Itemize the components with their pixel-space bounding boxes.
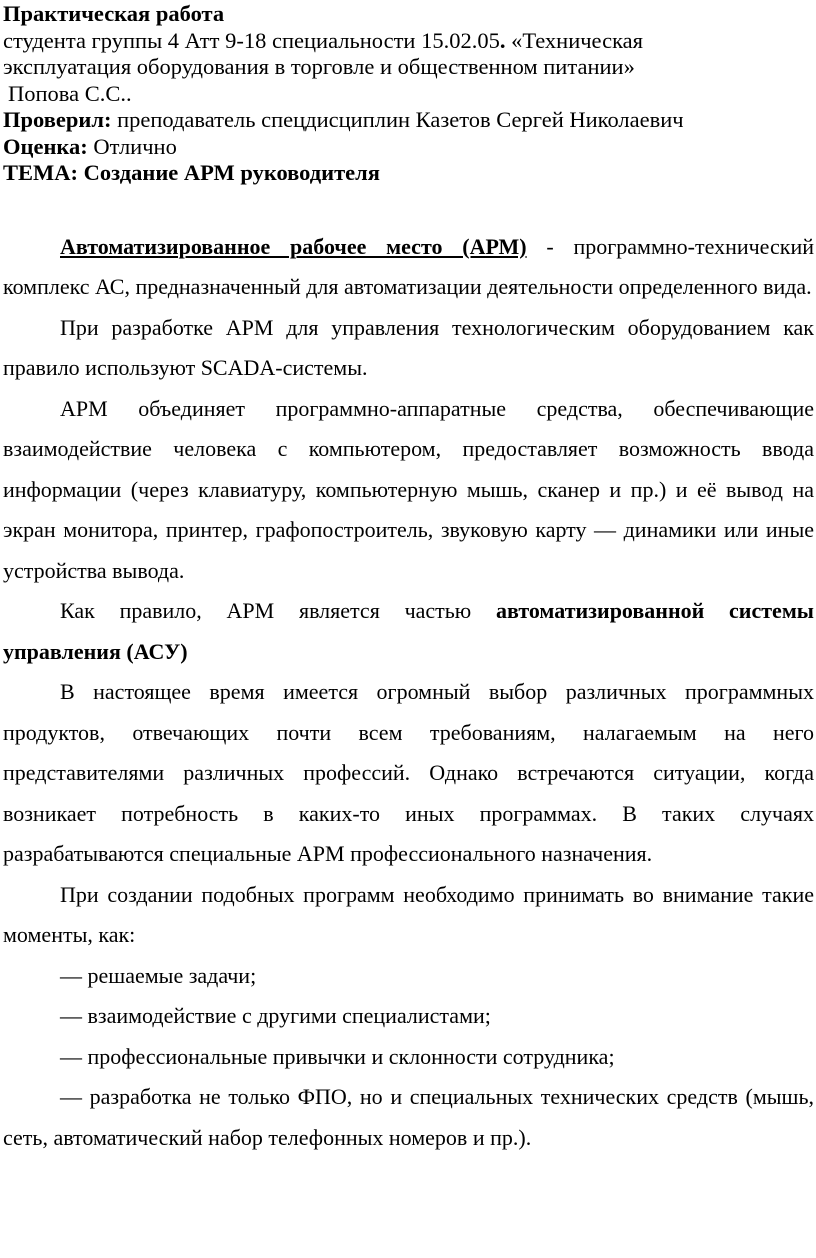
definition-text: - программно-технический комплекс АС, предназначенный для автоматизации деятельности определенного вида. — [3, 233, 814, 299]
paragraph-software-choice: В настоящее время имеется огромный выбор различных программных продуктов, отвечающих почти всем требованиям, налагаемым на него представителями различных профессий. Однако встречаются ситуации, когда возникает потребность в каких-то иных программах. В таких случаях разрабатываются специальные АРМ профессионального назначения. — [3, 679, 814, 866]
grade-label: Оценка: — [3, 133, 88, 159]
list-item: — решаемые задачи; — [60, 962, 257, 988]
asu-intro: Как правило, АРМ является частью — [60, 598, 496, 623]
asu-term: автоматизированной системы управления (АСУ) — [3, 598, 814, 664]
document-title: Практическая работа — [3, 1, 225, 26]
paragraph-arm-combines: АРМ объединяет программно-аппаратные средства, обеспечивающие взаимодействие человека с компьютером, предоставляет возможность ввода информации (через клавиатуру, компьютерную мышь, сканер и пр.) и её вывод на экран монитора, принтер, графопостроитель, звуковую карту — динамики или иные устройства вывода. — [3, 395, 814, 583]
paragraph-considerations: При создании подобных программ необходимо принимать во внимание такие моменты, как: — [3, 881, 814, 947]
student-name: Попова С.С.. — [8, 80, 132, 106]
student-line-1b: . — [499, 27, 506, 53]
grade-value: Отлично — [87, 133, 177, 159]
checked-by-label: Проверил: — [3, 107, 112, 132]
blank-line — [3, 187, 814, 227]
paragraph-definition — [3, 227, 814, 308]
paragraph-scada: При разработке АРМ для управления технологическим оборудованием как правило используют SCADA-системы. — [3, 314, 814, 380]
student-line-1a: студента группы 4 Атт 9-18 специальности 15.02.05 — [3, 27, 500, 53]
topic-heading: ТЕМА: Создание АРМ руководителя — [3, 160, 380, 185]
student-line-1c: «Техническая — [505, 27, 644, 53]
checked-by-line — [3, 107, 814, 134]
term-arm: Автоматизированное рабочее место (АРМ) — [60, 233, 527, 259]
list-item: — взаимодействие с другими специалистами; — [60, 1003, 491, 1028]
list-item: — профессиональные привычки и склонности сотрудника; — [60, 1043, 615, 1069]
student-line-2: эксплуатация оборудования в торговле и общественном питании» — [3, 54, 635, 79]
list-item: — разработка не только ФПО, но и специальных технических средств (мышь, сеть, автоматический набор телефонных номеров и пр.). — [3, 1084, 814, 1150]
paragraph-asu — [3, 591, 814, 672]
student-line-1 — [3, 28, 814, 55]
grade-line — [3, 134, 814, 161]
checked-by-value: преподаватель спецдисциплин Казетов Сергей Николаевич — [111, 107, 684, 132]
